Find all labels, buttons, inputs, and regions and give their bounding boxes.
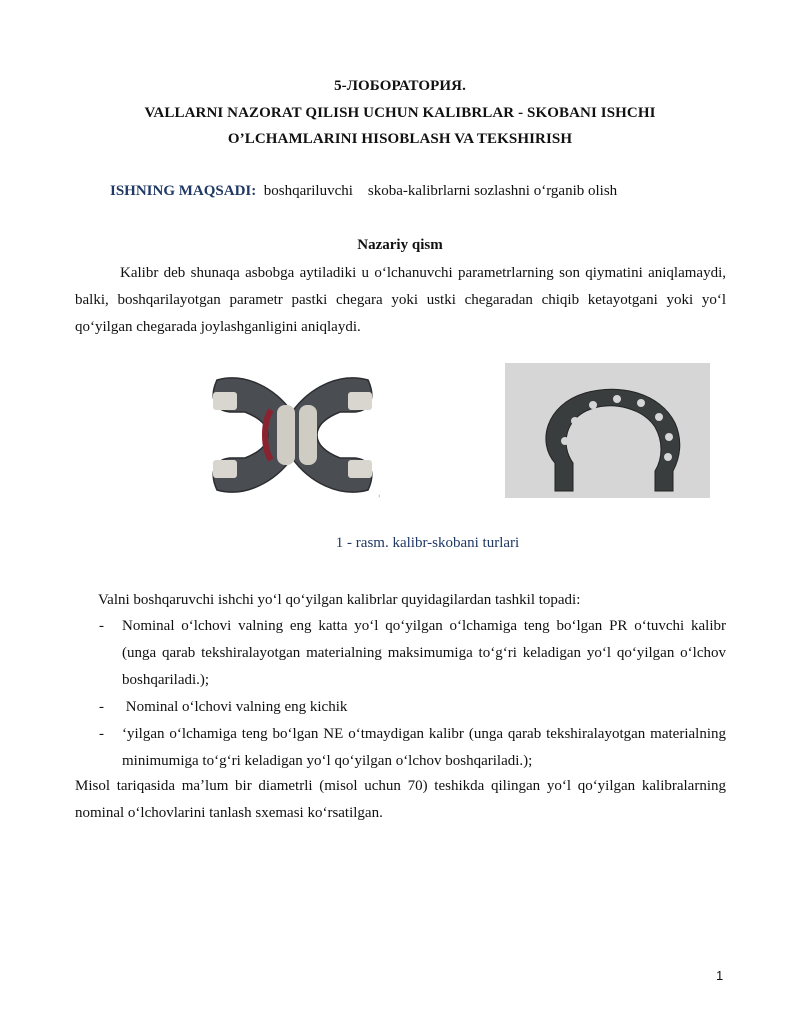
page-number: 1 — [716, 968, 724, 983]
list-item — [75, 613, 726, 694]
plate-gauge-image — [505, 363, 710, 498]
theory-paragraph: Kalibr deb shunaqa asbobga aytiladiki u oʻlchanuvchi parametrlarning son qiymatini aniqlamaydi, balki, boshqarilayotgan parametr pastki chegara yoki ustki chegaradan chiqib ketayotgani yoki yoʻl qoʻyilgan chegarada joylashganligini aniqlaydi. — [75, 265, 726, 335]
document-title-line-1: VALLARNI NAZORAT QILISH UCHUN KALIBRLAR - SKOBANI ISHCHI — [144, 105, 656, 121]
lab-number-title: 5-ЛОБОРАТОРИЯ. — [334, 78, 466, 94]
goal-text: boshqariluvchi skoba-kalibrlarni sozlashni oʻrganib olish — [263, 183, 618, 199]
goal-line — [110, 183, 617, 200]
list-dash: - — [99, 726, 104, 742]
goal-label: ISHNING MAQSADI: — [110, 183, 257, 199]
list-item-text: Nominal oʻlchovi valning eng katta yoʻl qoʻyilgan oʻlchamiga teng boʻlgan PR oʻtuvchi kalibr (unga qarab tekshiralayotgan materialning maksimumiga toʻgʻri keladigan yoʻl qoʻyilgan oʻlchov boshqariladi.); — [122, 618, 726, 688]
list-item-text: Nominal oʻlchovi valning eng kichik — [122, 699, 348, 715]
list-dash: - — [99, 618, 104, 634]
section-title: Nazariy qism — [357, 237, 443, 253]
calibre-list — [75, 613, 726, 775]
document-title-line-2: O’LCHAMLARINI HISOBLASH VA TEKSHIRISH — [227, 131, 573, 147]
list-item — [75, 721, 726, 775]
list-item-text: ʻyilgan oʻlchamiga teng boʻlgan NE oʻtmaydigan kalibr (unga qarab tekshiralayotgan materialning minimumiga toʻgʻri keladigan yoʻl qoʻyilgan oʻlchov boshqariladi.); — [122, 726, 726, 769]
figure-caption: 1 - rasm. kalibr-skobani turlari — [335, 535, 520, 551]
snap-gauge-image — [205, 370, 380, 500]
list-item — [75, 694, 726, 721]
list-dash: - — [99, 699, 104, 715]
closing-paragraph: Misol tariqasida maʼlum bir diametrli (misol uchun 70) teshikda qilingan yoʻl qoʻyilgan kalibralarning nominal oʻlchovlarini tanlash sxemasi koʻrsatilgan. — [75, 778, 726, 821]
list-intro: Valni boshqaruvchi ishchi yoʻl qoʻyilgan kalibrlar quyidagilardan tashkil topadi: — [98, 592, 581, 608]
